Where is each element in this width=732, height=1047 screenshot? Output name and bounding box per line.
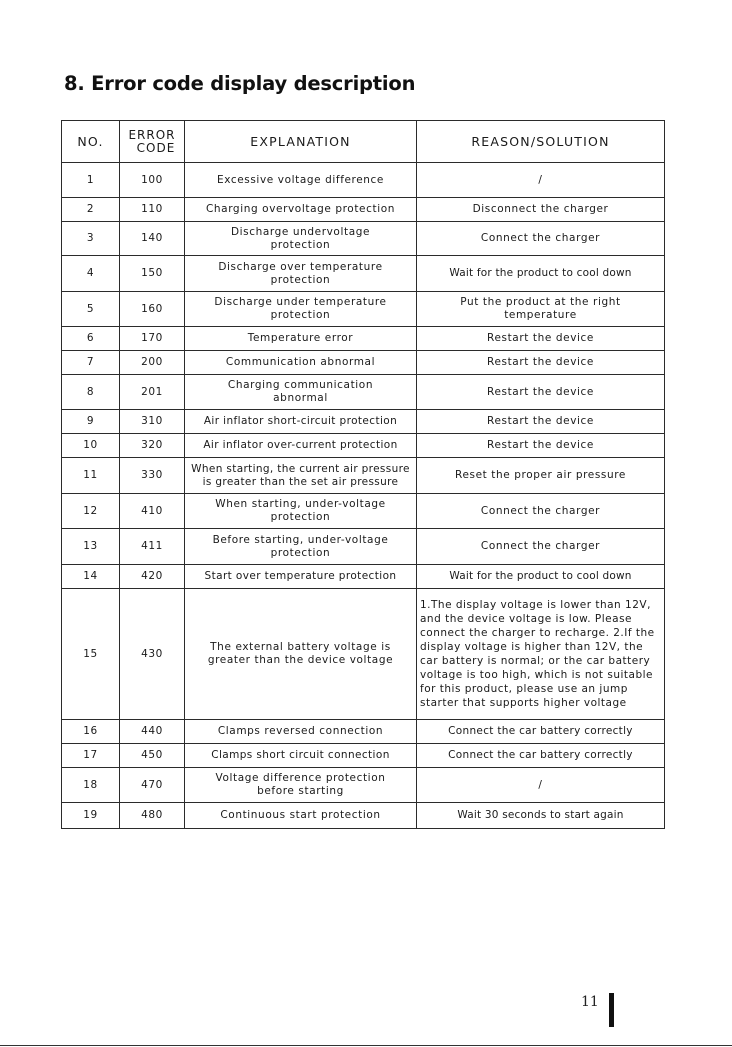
page-number-bar	[609, 993, 614, 1027]
row-number: 17	[62, 744, 120, 768]
row-reason: Restart the device	[417, 375, 665, 410]
row-reason: Connect the charger	[417, 494, 665, 529]
table-row	[62, 292, 665, 327]
row-number: 8	[62, 375, 120, 410]
row-error-code: 200	[120, 351, 185, 375]
row-error-code: 440	[120, 720, 185, 744]
row-error-code: 480	[120, 803, 185, 829]
row-reason: Put the product at the right temperature	[417, 292, 665, 327]
row-number: 18	[62, 768, 120, 803]
table-row	[62, 256, 665, 292]
row-explanation: Before starting, under-voltage protection	[185, 529, 417, 565]
row-reason: Connect the charger	[417, 222, 665, 256]
header-error-code	[120, 121, 185, 163]
table-row	[62, 375, 665, 410]
row-explanation: Temperature error	[185, 327, 417, 351]
row-error-code: 410	[120, 494, 185, 529]
row-error-code: 170	[120, 327, 185, 351]
row-number: 5	[62, 292, 120, 327]
row-reason: Wait 30 seconds to start again	[417, 803, 665, 829]
row-explanation: Discharge undervoltage protection	[185, 222, 417, 256]
row-explanation: Charging communication abnormal	[185, 375, 417, 410]
row-number: 15	[62, 589, 120, 720]
row-reason: Wait for the product to cool down	[417, 565, 665, 589]
row-explanation: Voltage difference protection before starting	[185, 768, 417, 803]
row-error-code: 160	[120, 292, 185, 327]
row-explanation: Clamps reversed connection	[185, 720, 417, 744]
row-error-code: 110	[120, 198, 185, 222]
row-number: 13	[62, 529, 120, 565]
row-number: 9	[62, 410, 120, 434]
table-row	[62, 744, 665, 768]
row-error-code: 450	[120, 744, 185, 768]
bottom-rule	[0, 1045, 732, 1046]
row-reason: Restart the device	[417, 410, 665, 434]
row-number: 10	[62, 434, 120, 458]
table-row	[62, 494, 665, 529]
row-explanation: Clamps short circuit connection	[185, 744, 417, 768]
table-row	[62, 565, 665, 589]
row-error-code: 470	[120, 768, 185, 803]
row-error-code: 420	[120, 565, 185, 589]
row-error-code: 310	[120, 410, 185, 434]
table-row	[62, 589, 665, 720]
header-no: NO.	[62, 121, 120, 163]
row-reason: 1.The display voltage is lower than 12V, and the device voltage is low. Please connect the charger to recharge. 2.If the display voltage is higher than 12V, the car battery is normal; or the car battery voltage is too high, which is not suitable for this product, please use an jump starter that supports higher voltage	[417, 589, 665, 720]
row-reason: Restart the device	[417, 327, 665, 351]
page-number: 11	[581, 994, 599, 1010]
table-row	[62, 410, 665, 434]
header-explanation: EXPLANATION	[185, 121, 417, 163]
row-error-code: 150	[120, 256, 185, 292]
row-explanation: Air inflator over-current protection	[185, 434, 417, 458]
row-error-code: 140	[120, 222, 185, 256]
table-row	[62, 803, 665, 829]
row-error-code: 430	[120, 589, 185, 720]
row-error-code: 201	[120, 375, 185, 410]
error-code-table	[61, 120, 665, 829]
row-number: 6	[62, 327, 120, 351]
row-explanation: Continuous start protection	[185, 803, 417, 829]
row-number: 7	[62, 351, 120, 375]
row-reason: Wait for the product to cool down	[417, 256, 665, 292]
row-reason: Reset the proper air pressure	[417, 458, 665, 494]
row-explanation: Communication abnormal	[185, 351, 417, 375]
row-error-code: 100	[120, 163, 185, 198]
row-explanation: Air inflator short-circuit protection	[185, 410, 417, 434]
table-row	[62, 720, 665, 744]
row-number: 19	[62, 803, 120, 829]
row-explanation: When starting, under-voltage protection	[185, 494, 417, 529]
row-explanation: Discharge under temperature protection	[185, 292, 417, 327]
table-row	[62, 768, 665, 803]
header-reason-solution: REASON/SOLUTION	[417, 121, 665, 163]
table-row	[62, 529, 665, 565]
row-reason: Restart the device	[417, 434, 665, 458]
row-reason: /	[417, 768, 665, 803]
row-explanation: Discharge over temperature protection	[185, 256, 417, 292]
row-number: 2	[62, 198, 120, 222]
row-number: 1	[62, 163, 120, 198]
row-explanation: The external battery voltage is greater than the device voltage	[185, 589, 417, 720]
table-row	[62, 351, 665, 375]
row-reason: Connect the charger	[417, 529, 665, 565]
row-explanation: When starting, the current air pressure is greater than the set air pressure	[185, 458, 417, 494]
header-error-code-line2: CODE	[136, 140, 176, 155]
row-explanation: Start over temperature protection	[185, 565, 417, 589]
section-title: 8. Error code display description	[64, 72, 416, 95]
row-reason: Connect the car battery correctly	[417, 720, 665, 744]
table-row	[62, 327, 665, 351]
row-number: 16	[62, 720, 120, 744]
row-number: 4	[62, 256, 120, 292]
header-error-code-line1: ERROR	[128, 127, 176, 142]
table-row	[62, 434, 665, 458]
row-number: 11	[62, 458, 120, 494]
table-row	[62, 222, 665, 256]
row-number: 3	[62, 222, 120, 256]
row-error-code: 330	[120, 458, 185, 494]
row-explanation: Charging overvoltage protection	[185, 198, 417, 222]
row-error-code: 411	[120, 529, 185, 565]
table-row	[62, 163, 665, 198]
row-reason: Connect the car battery correctly	[417, 744, 665, 768]
table-header-row	[62, 121, 665, 163]
row-reason: /	[417, 163, 665, 198]
row-reason: Restart the device	[417, 351, 665, 375]
row-explanation: Excessive voltage difference	[185, 163, 417, 198]
row-number: 12	[62, 494, 120, 529]
row-number: 14	[62, 565, 120, 589]
row-error-code: 320	[120, 434, 185, 458]
table-row	[62, 198, 665, 222]
row-reason: Disconnect the charger	[417, 198, 665, 222]
table-row	[62, 458, 665, 494]
